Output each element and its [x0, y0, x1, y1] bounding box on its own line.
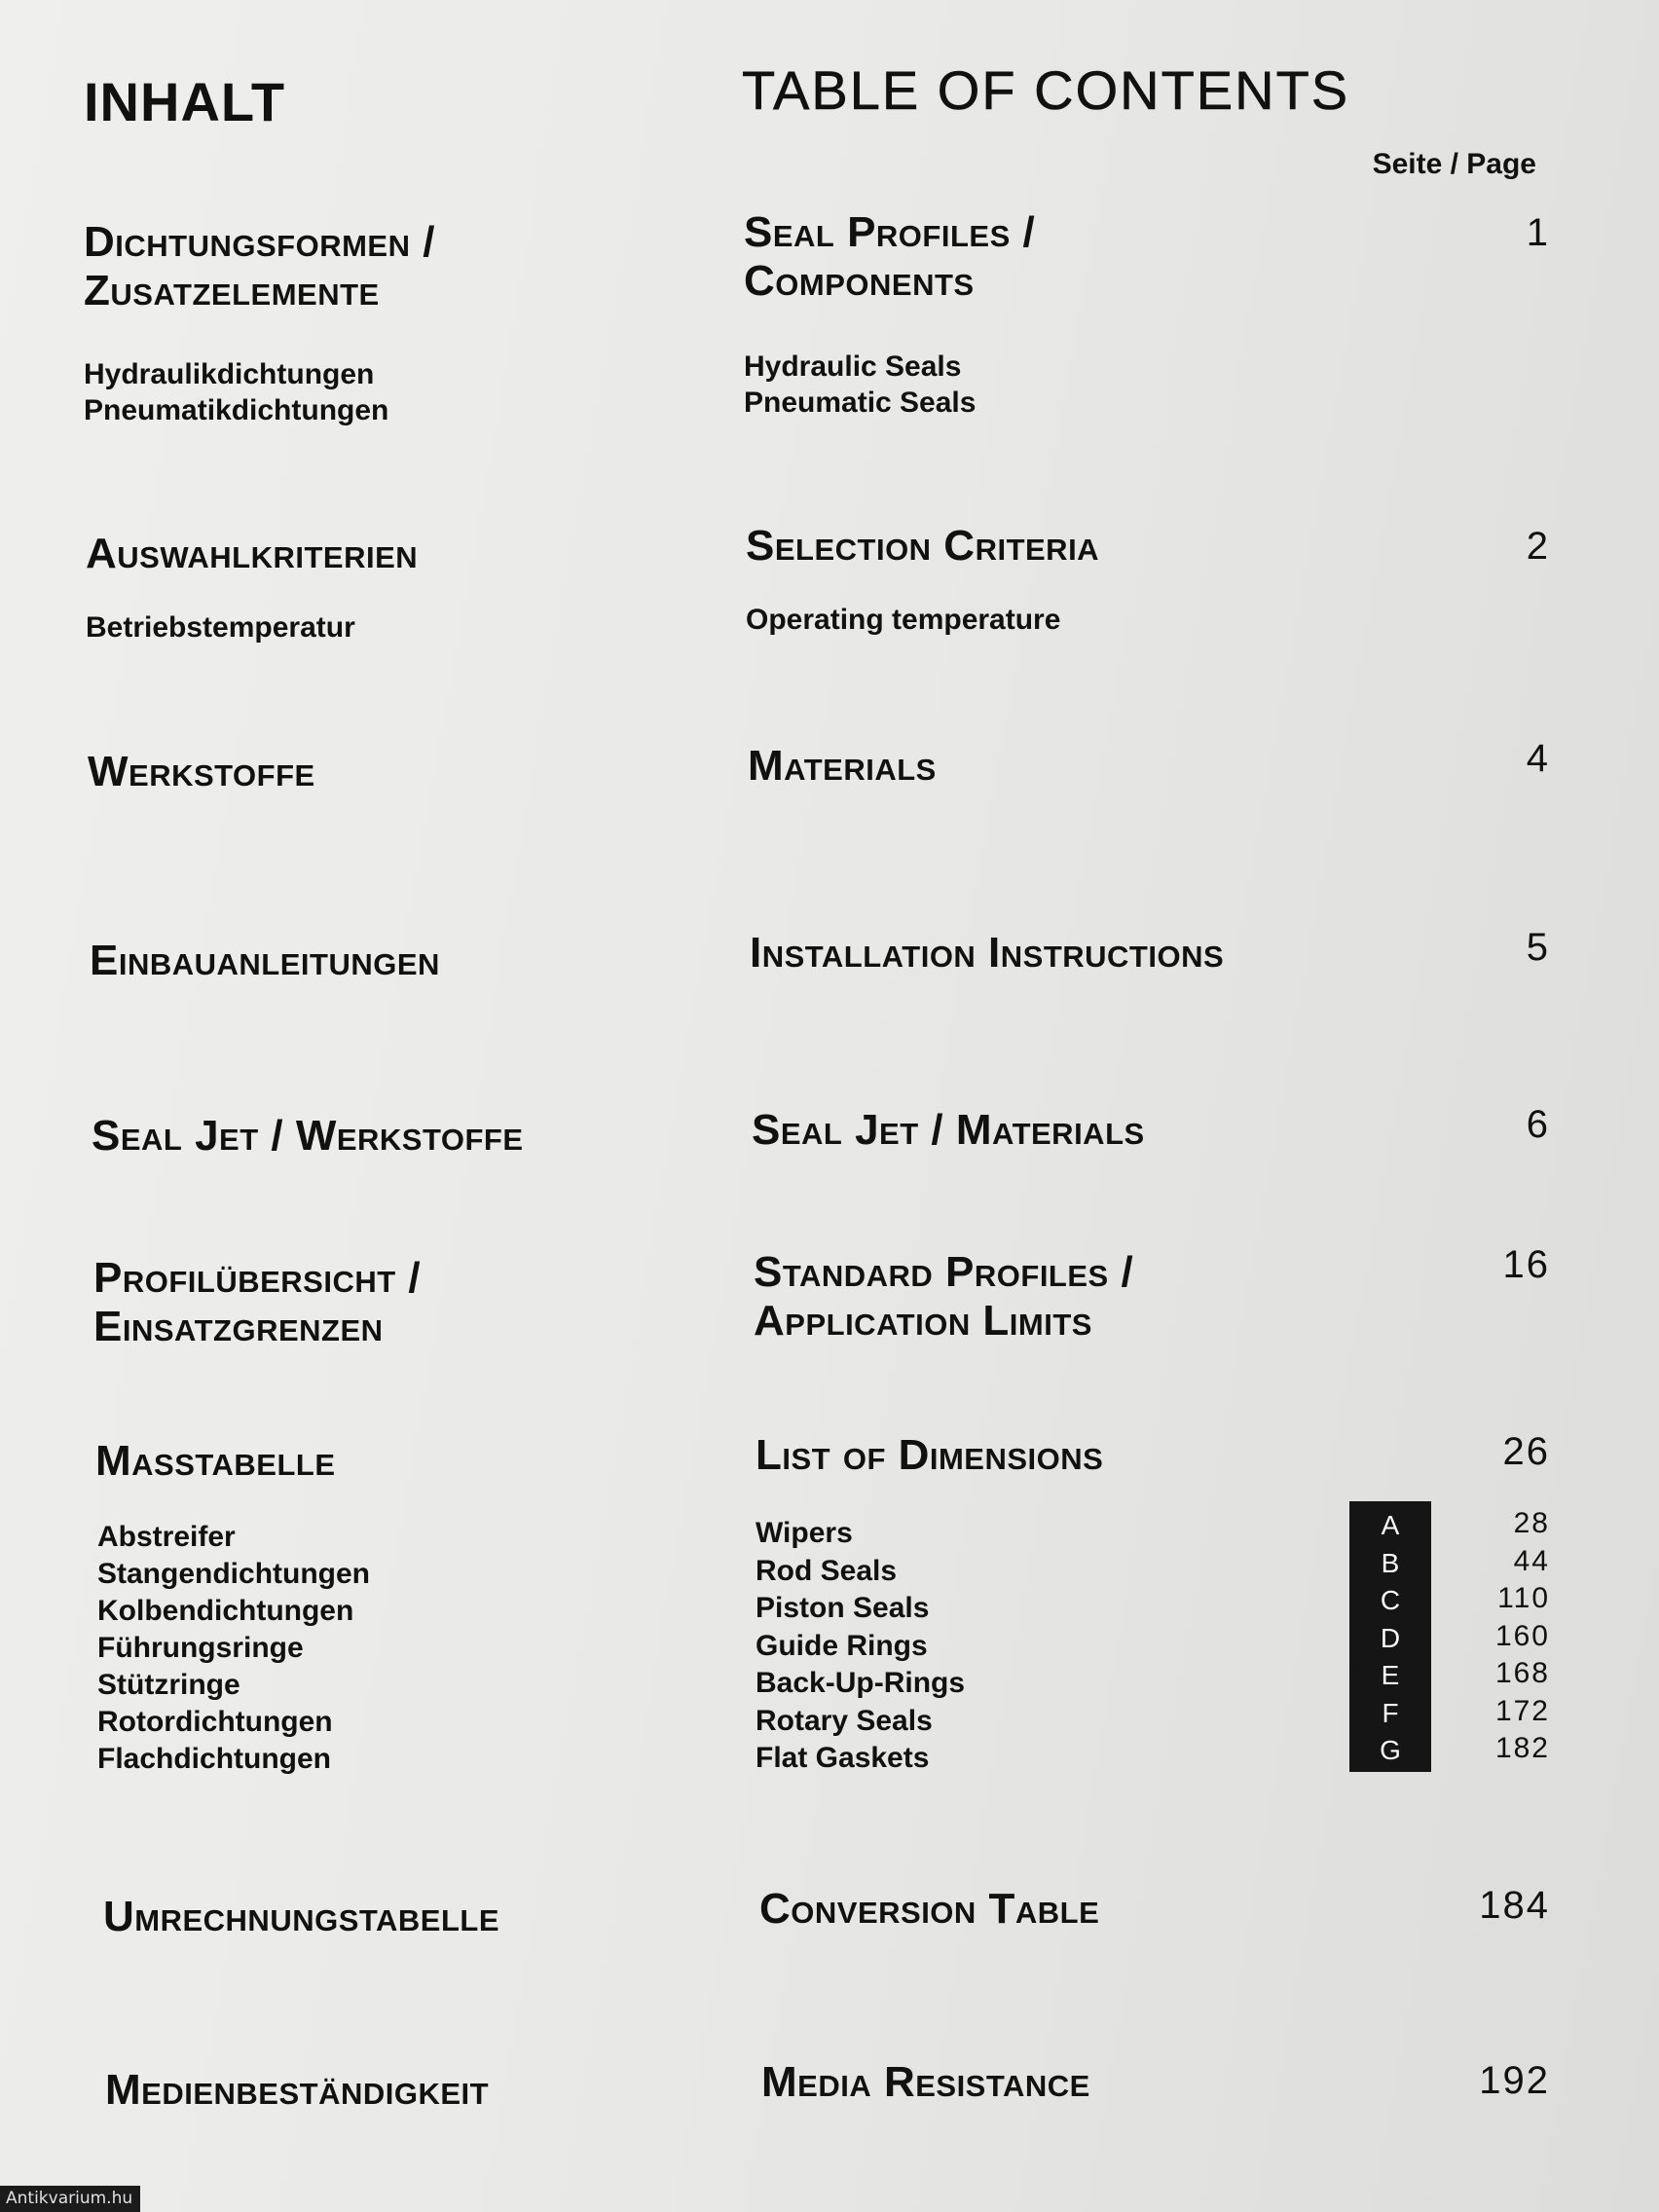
letter-label: E [1381, 1660, 1400, 1690]
sub-item: Piston Seals [756, 1592, 930, 1624]
sub-item: Guide Rings [756, 1629, 928, 1662]
sub-item: Flat Gaskets [756, 1742, 930, 1774]
sub-item: Hydraulic Seals [744, 350, 962, 383]
sub-page: 172 [1494, 1694, 1550, 1727]
letter-label: A [1381, 1510, 1400, 1540]
letter-label: G [1380, 1735, 1401, 1765]
section-1-german-line2: Zusatzelemente [84, 267, 380, 314]
section-letter-tab [1349, 1501, 1431, 1772]
page-column-label: Seite / Page [1372, 148, 1536, 180]
letter-label: F [1382, 1697, 1399, 1728]
sub-page: 110 [1497, 1582, 1550, 1614]
section-6-english [754, 1248, 1133, 1346]
sub-page: 160 [1494, 1619, 1550, 1652]
section-7-english: List of Dimensions [756, 1431, 1104, 1479]
section-1-english-line1: Seal Profiles / [744, 208, 1036, 256]
section-9-page: 192 [1479, 2059, 1550, 2102]
section-4-english: Installation Instructions [750, 929, 1225, 977]
section-1-english [744, 208, 1035, 306]
sub-item: Pneumatikdichtungen [84, 394, 389, 426]
section-3-german: Werkstoffe [88, 748, 315, 795]
section-1-english-line2: Components [744, 257, 975, 305]
sub-page-numbers [1441, 1505, 1550, 1768]
watermark: Antikvarium.hu [0, 2186, 140, 2212]
letter-label: B [1381, 1547, 1400, 1578]
section-2-english: Selection Criteria [746, 522, 1100, 570]
sub-item: Betriebstemperatur [86, 611, 355, 644]
section-6-page: 16 [1502, 1243, 1550, 1286]
sub-item: Abstreifer [97, 1521, 236, 1553]
sub-item: Hydraulikdichtungen [84, 358, 375, 390]
sub-page: 28 [1513, 1507, 1550, 1539]
section-9-german: Medienbeständigkeit [105, 2066, 490, 2114]
title-german: INHALT [84, 71, 286, 132]
letter-label: C [1380, 1585, 1401, 1615]
section-6-english-line1: Standard Profiles / [754, 1248, 1134, 1296]
section-7-page: 26 [1502, 1430, 1550, 1473]
section-1-sub-german [84, 356, 388, 428]
section-5-page: 6 [1526, 1103, 1550, 1146]
sub-page: 182 [1494, 1732, 1550, 1764]
sub-page: 168 [1494, 1657, 1550, 1689]
sub-item: Kolbendichtungen [97, 1595, 354, 1627]
section-2-page: 2 [1526, 525, 1550, 568]
section-6-german-line1: Profilübersicht / [93, 1254, 422, 1302]
section-9-english: Media Resistance [761, 2058, 1090, 2106]
sub-item: Führungsringe [97, 1632, 304, 1664]
sub-item: Rod Seals [756, 1554, 898, 1587]
section-1-page: 1 [1526, 211, 1550, 254]
section-6-english-line2: Application Limits [754, 1297, 1092, 1345]
letter-label: D [1380, 1622, 1401, 1653]
section-6-german [93, 1254, 421, 1351]
sub-item: Operating temperature [746, 604, 1061, 636]
section-7-sub-english [756, 1515, 965, 1778]
section-1-german-line1: Dichtungsformen / [84, 218, 435, 266]
section-1-german [84, 218, 435, 315]
section-2-sub-german [86, 609, 355, 645]
section-6-german-line2: Einsatzgrenzen [93, 1303, 384, 1350]
sub-item: Wipers [756, 1517, 853, 1549]
sub-page: 44 [1513, 1544, 1550, 1577]
sub-item: Rotordichtungen [97, 1706, 333, 1738]
section-2-sub-english [746, 602, 1060, 638]
sub-item: Back-Up-Rings [756, 1667, 966, 1699]
title-english: TABLE OF CONTENTS [742, 59, 1350, 121]
section-1-sub-english [744, 349, 976, 421]
sub-item: Flachdichtungen [97, 1743, 331, 1775]
sub-item: Stangendichtungen [97, 1558, 370, 1590]
section-3-page: 4 [1526, 737, 1550, 780]
sub-item: Pneumatic Seals [744, 387, 977, 419]
section-4-page: 5 [1526, 926, 1550, 969]
sub-item: Stützringe [97, 1669, 240, 1701]
sub-item: Rotary Seals [756, 1704, 933, 1737]
section-8-german: Umrechnungstabelle [103, 1893, 500, 1940]
section-7-sub-german [97, 1519, 370, 1778]
section-8-english: Conversion Table [759, 1885, 1100, 1933]
section-5-german: Seal Jet / Werkstoffe [92, 1112, 524, 1160]
section-3-english: Materials [748, 742, 937, 790]
section-5-english: Seal Jet / Materials [752, 1106, 1145, 1154]
section-2-german: Auswahlkriterien [86, 530, 419, 577]
section-8-page: 184 [1479, 1884, 1550, 1927]
section-4-german: Einbauanleitungen [90, 937, 440, 984]
section-7-german: Masstabelle [95, 1437, 336, 1485]
